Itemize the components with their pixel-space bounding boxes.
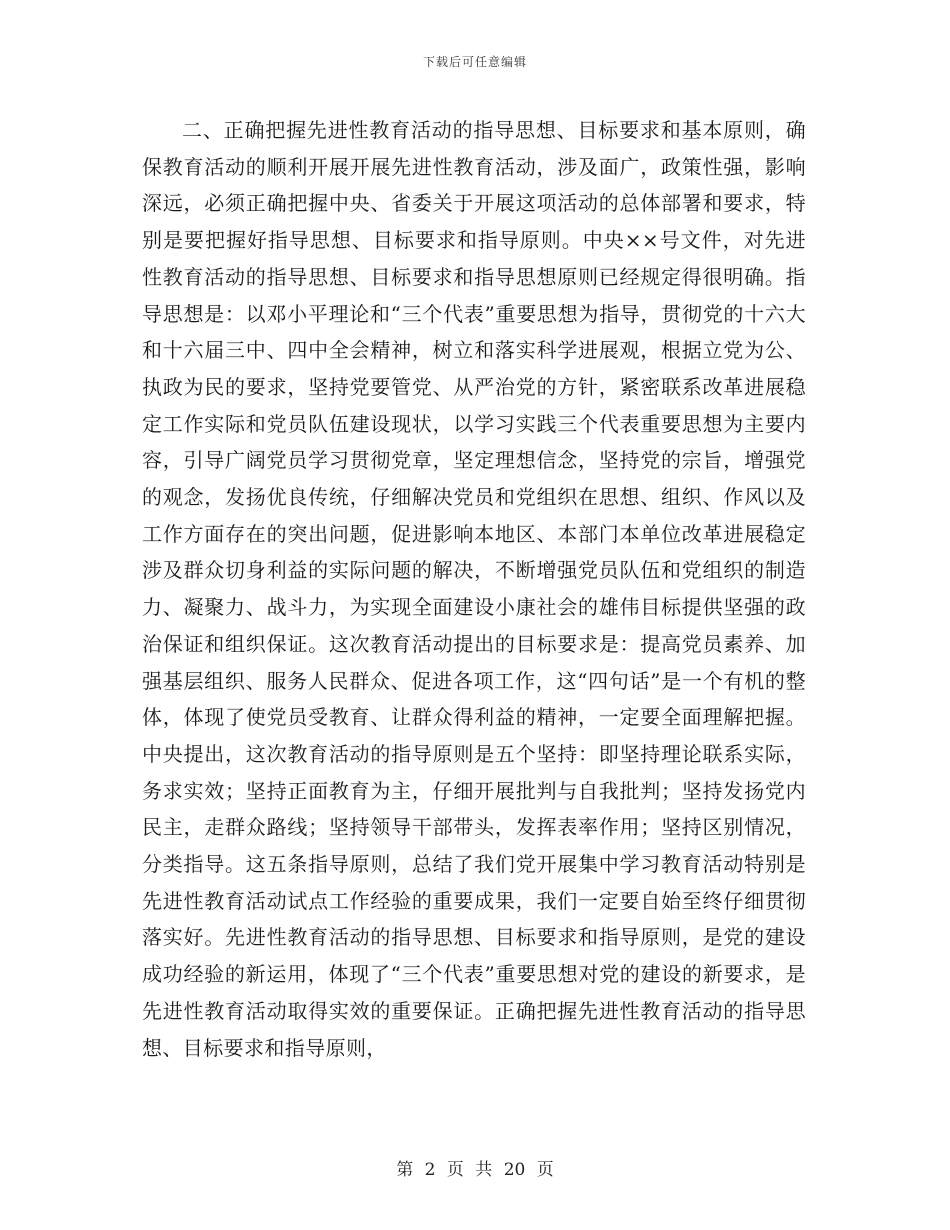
body-paragraph: 二、正确把握先进性教育活动的指导思想、目标要求和基本原则，确保教育活动的顺利开展开展先进性教育活动，涉及面广，政策性强，影响深远，必须正确把握中央、省委关于开展这项活动的总体部署和要求，特别是要把握好指导思想、目标要求和指导原则。中央××号文件，对先进性教育活动的指导思想、目标要求和指导思想原则已经规定得很明确。指导思想是：以邓小平理论和“三个代表”重要思想为指导，贯彻党的十六大和十六届三中、四中全会精神，树立和落实科学进展观，根据立党为公、执政为民的要求，坚持党要管党、从严治党的方针，紧密联系改革进展稳定工作实际和党员队伍建设现状，以学习实践三个代表重要思想为主要内容，引导广阔党员学习贯彻党章，坚定理想信念，坚持党的宗旨，增强党的观念，发扬优良传统，仔细解决党员和党组织在思想、组织、作风以及工作方面存在的突出问题，促进影响本地区、本部门本单位改革进展稳定涉及群众切身利益的实际问题的解决，不断增强党员队伍和党组织的制造力、凝聚力、战斗力，为实现全面建设小康社会的雄伟目标提供坚强的政治保证和组织保证。这次教育活动提出的目标要求是：提高党员素养、加强基层组织、服务人民群众、促进各项工作，这“四句话”是一个有机的整体，体现了使党员受教育、让群众得利益的精神，一定要全面理解把握。中央提出，这次教育活动的指导原则是五个坚持：即坚持理论联系实际，务求实效；坚持正面教育为主，仔细开展批判与自我批判；坚持发扬党内民主，走群众路线；坚持领导干部带头，发挥表率作用；坚持区别情况，分类指导。这五条指导原则，总结了我们党开展集中学习教育活动特别是先进性教育活动试点工作经验的重要成果，我们一定要自始至终仔细贯彻落实好。先进性教育活动的指导思想、目标要求和指导原则，是党的建设成功经验的新运用，体现了“三个代表”重要思想对党的建设的新要求，是先进性教育活动取得实效的重要保证。正确把握先进性教育活动的指导思想、目标要求和指导原则， xyxy=(142,118,806,1060)
page-header: 下载后可任意编辑 xyxy=(422,55,527,69)
page-footer: 第 2 页 共 20 页 xyxy=(396,1160,554,1180)
